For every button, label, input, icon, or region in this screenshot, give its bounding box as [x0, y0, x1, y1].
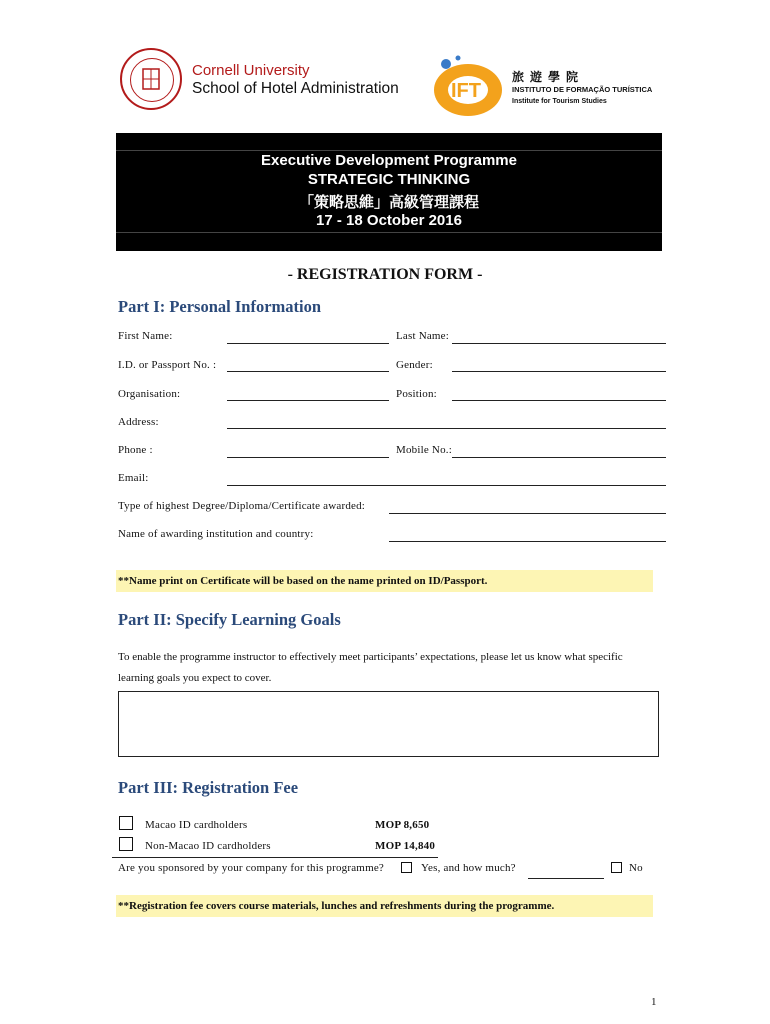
cornell-seal-logo: [120, 48, 182, 110]
non-macao-label: Non-Macao ID cardholders: [145, 840, 271, 852]
position-field[interactable]: [452, 400, 666, 401]
id-passport-field[interactable]: [227, 371, 389, 372]
programme-banner: [116, 133, 662, 251]
gender-label: Gender:: [396, 359, 433, 371]
id-passport-label: I.D. or Passport No. :: [118, 359, 217, 371]
position-label: Position:: [396, 388, 437, 400]
macao-label: Macao ID cardholders: [145, 819, 248, 831]
svg-text:IFT: IFT: [451, 80, 481, 102]
organisation-label: Organisation:: [118, 388, 181, 400]
degree-label: Type of highest Degree/Diploma/Certificate awarded:: [118, 500, 366, 512]
address-label: Address:: [118, 416, 159, 428]
mobile-label: Mobile No.:: [396, 444, 452, 456]
ift-portuguese-name: INSTITUTO DE FORMAÇÃO TURÍSTICA: [512, 85, 653, 94]
gender-field[interactable]: [452, 371, 666, 372]
non-macao-fee: MOP 14,840: [375, 840, 436, 852]
cornell-school-name: School of Hotel Administration: [192, 80, 399, 97]
part2-heading: Part II: Specify Learning Goals: [118, 610, 341, 629]
email-label: Email:: [118, 472, 149, 484]
part1-heading: Part I: Personal Information: [118, 297, 322, 316]
macao-checkbox[interactable]: [119, 816, 133, 830]
ift-english-name: Institute for Tourism Studies: [512, 98, 607, 105]
learning-goals-textarea[interactable]: [118, 691, 659, 757]
organisation-field[interactable]: [227, 400, 389, 401]
part3-heading: Part III: Registration Fee: [118, 778, 299, 797]
registration-fee-note: **Registration fee covers course materials, lunches and refreshments during the programme.: [116, 895, 653, 917]
instructions-line-1: To enable the programme instructor to effectively meet participants’ expectations, please let us know what specific: [118, 651, 623, 663]
banner-line-4: 17 - 18 October 2016: [316, 212, 462, 229]
institution-label: Name of awarding institution and country:: [118, 528, 314, 540]
banner-line-1: Executive Development Programme: [261, 152, 517, 169]
sponsor-no-label: No: [629, 862, 643, 874]
email-field[interactable]: [227, 485, 666, 486]
banner-line-3: 「策略思維」高級管理課程: [298, 193, 479, 211]
phone-label: Phone :: [118, 444, 153, 456]
page-number: 1: [651, 996, 657, 1008]
banner-line-2: STRATEGIC THINKING: [307, 171, 471, 188]
sponsor-yes-checkbox[interactable]: [401, 862, 412, 873]
first-name-label: First Name:: [118, 330, 173, 342]
cornell-university-name: Cornell University: [192, 62, 310, 79]
form-title: - REGISTRATION FORM -: [287, 266, 483, 283]
non-macao-checkbox[interactable]: [119, 837, 133, 851]
sponsor-yes-label: Yes, and how much?: [421, 862, 516, 874]
sponsor-question: Are you sponsored by your company for this programme?: [118, 862, 384, 874]
first-name-field[interactable]: [227, 343, 389, 344]
degree-field[interactable]: [389, 513, 666, 514]
certificate-name-note: **Name print on Certificate will be based on the name printed on ID/Passport.: [116, 570, 653, 592]
ift-chinese-name: 旅遊學院: [512, 70, 585, 84]
last-name-field[interactable]: [452, 343, 666, 344]
fee-divider: [112, 857, 438, 858]
institution-field[interactable]: [389, 541, 666, 542]
ift-logo: [428, 50, 506, 118]
last-name-label: Last Name:: [396, 330, 450, 342]
phone-field[interactable]: [227, 457, 389, 458]
learning-goals-instructions: [118, 647, 678, 689]
address-field[interactable]: [227, 428, 666, 429]
instructions-line-2: learning goals you expect to cover.: [118, 672, 272, 684]
sponsor-amount-field[interactable]: [528, 878, 604, 879]
sponsor-no-checkbox[interactable]: [611, 862, 622, 873]
macao-fee: MOP 8,650: [375, 819, 430, 831]
mobile-field[interactable]: [452, 457, 666, 458]
